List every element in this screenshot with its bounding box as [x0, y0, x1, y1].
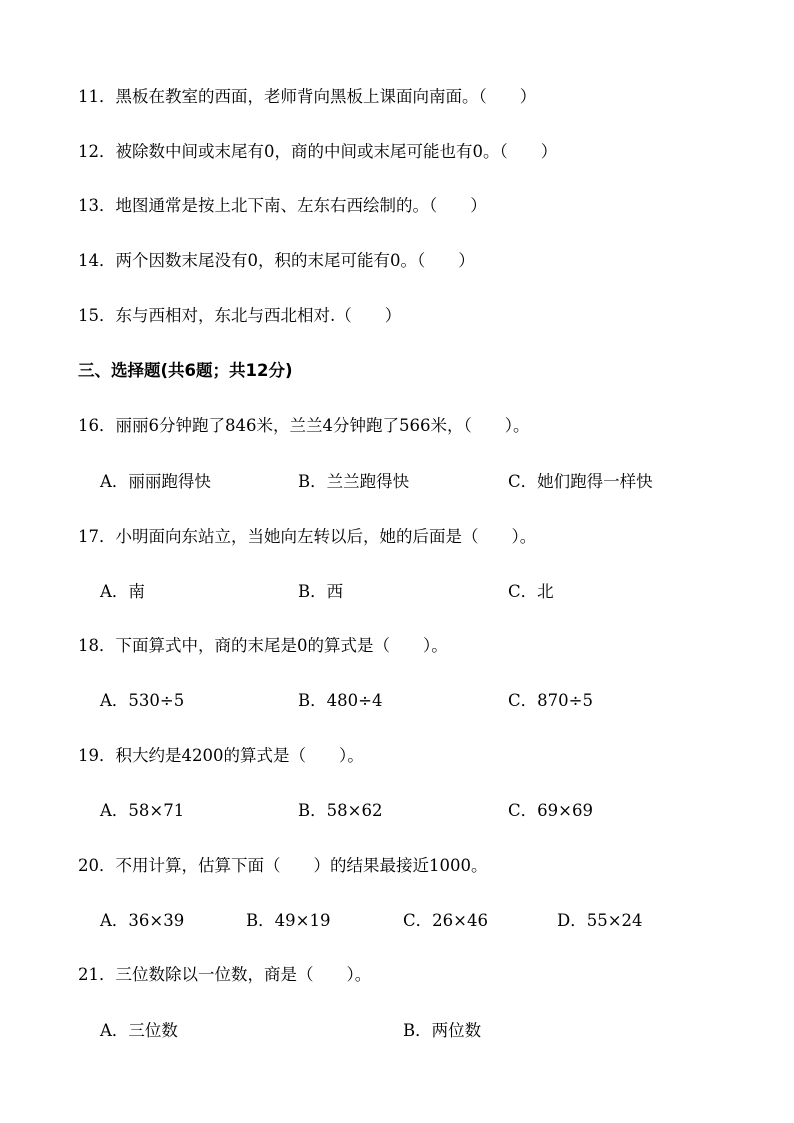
option-a: A．36×39: [100, 911, 185, 930]
question-12: 12．被除数中间或末尾有0，商的中间或末尾可能也有0。（ ）: [78, 142, 558, 161]
option-c: C．870÷5: [508, 691, 593, 710]
option-a: A．丽丽跑得快: [100, 472, 211, 491]
question-11: 11．黑板在教室的西面，老师背向黑板上课面向南面。（ ）: [78, 87, 537, 106]
question-13: 13．地图通常是按上北下南、左东右西绘制的。（ ）: [78, 196, 487, 215]
option-b: B．兰兰跑得快: [298, 472, 410, 491]
options-16: [0, 472, 794, 492]
question-20: 20．不用计算，估算下面（ ）的结果最接近1000。: [78, 856, 488, 875]
option-b: B．两位数: [403, 1021, 482, 1040]
options-21: [0, 1021, 794, 1041]
options-18: [0, 691, 794, 711]
question-19: 19．积大约是4200的算式是（ ）。: [78, 746, 364, 765]
option-b: B．49×19: [246, 911, 331, 930]
options-19: [0, 801, 794, 821]
question-17: 17．小明面向东站立，当她向左转以后，她的后面是（ ）。: [78, 527, 537, 546]
options-20: [0, 911, 794, 931]
option-c: C．69×69: [508, 801, 593, 820]
option-a: A．三位数: [100, 1021, 178, 1040]
question-18: 18．下面算式中，商的末尾是0的算式是（ ）。: [78, 636, 448, 655]
option-d: D．55×24: [557, 911, 643, 930]
option-a: A．南: [100, 582, 145, 601]
option-b: B．西: [298, 582, 344, 601]
section-heading: 三、选择题(共6题；共12分): [78, 361, 293, 380]
question-14: 14．两个因数末尾没有0，积的末尾可能有0。（ ）: [78, 251, 475, 270]
options-17: [0, 582, 794, 602]
option-b: B．58×62: [298, 801, 383, 820]
option-a: A．530÷5: [100, 691, 185, 710]
question-15: 15．东与西相对，东北与西北相对.（ ）: [78, 306, 402, 325]
option-c: C．她们跑得一样快: [508, 472, 653, 491]
question-21: 21．三位数除以一位数，商是（ ）。: [78, 965, 372, 984]
option-c: C．北: [508, 582, 554, 601]
option-b: B．480÷4: [298, 691, 383, 710]
question-16: 16．丽丽6分钟跑了846米，兰兰4分钟跑了566米，（ ）。: [78, 416, 530, 435]
option-a: A．58×71: [100, 801, 185, 820]
option-c: C．26×46: [403, 911, 488, 930]
